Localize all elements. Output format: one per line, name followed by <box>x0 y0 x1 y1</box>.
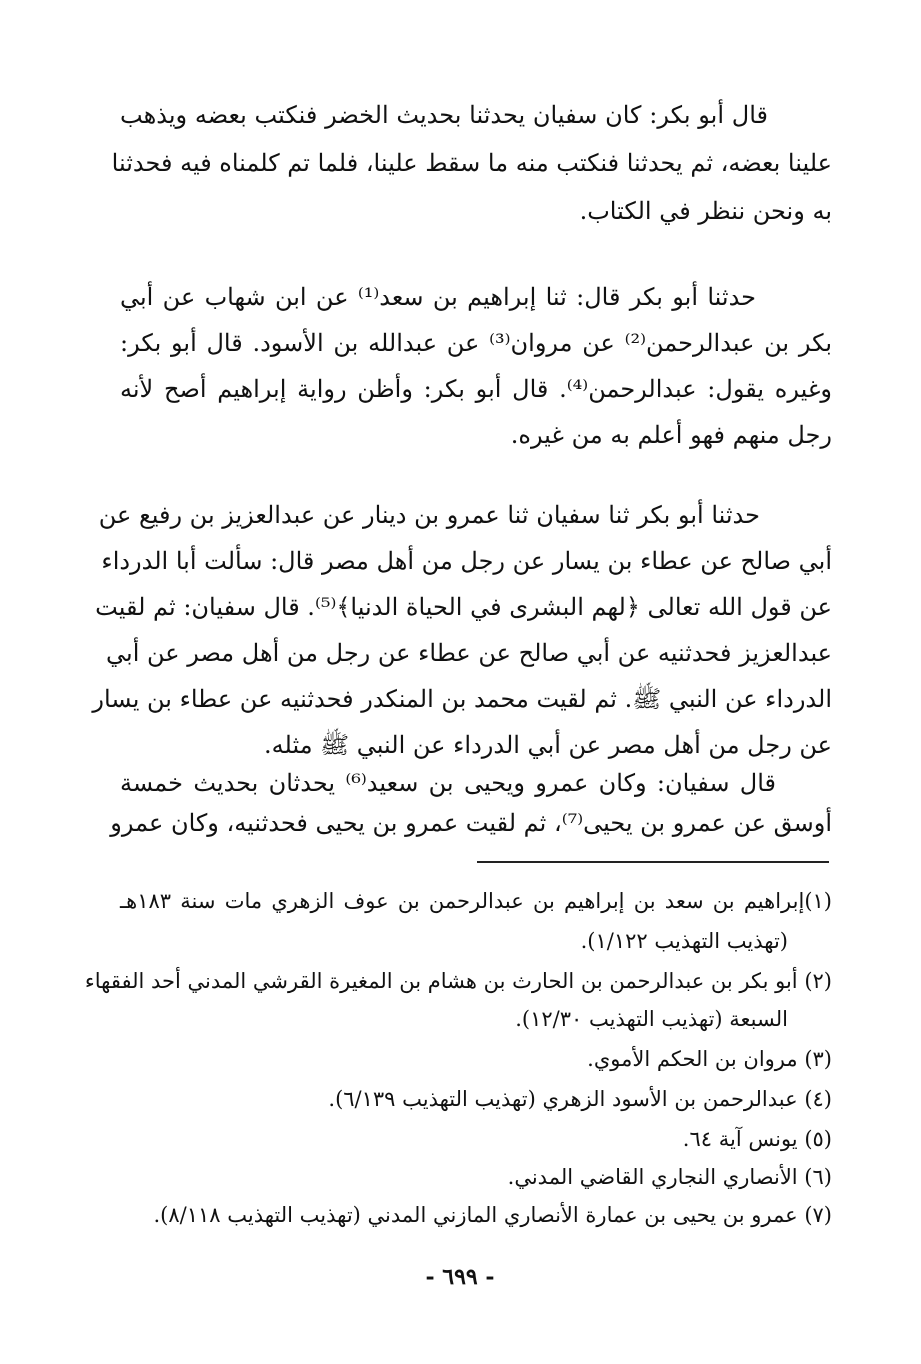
text-line: بكر بن عبدالرحمن⁽²⁾ عن مروان⁽³⁾ عن عبدالله بن الأسود. قال أبو بكر: <box>120 329 832 357</box>
text-line: حدثنا أبو بكر ثنا سفيان ثنا عمرو بن دينار عن عبدالعزيز بن رفيع عن <box>98 501 760 529</box>
text-line: حدثنا أبو بكر قال: ثنا إبراهيم بن سعد⁽¹⁾ عن ابن شهاب عن أبي <box>120 283 757 311</box>
text-line: عن رجل من أهل مصر عن أبي الدرداء عن النبي ﷺ مثله. <box>264 731 832 759</box>
text-line: رجل منهم فهو أعلم به من غيره. <box>510 421 832 449</box>
footnote-line: (تهذيب التهذيب ١/١٢٢). <box>580 929 788 953</box>
footnote-line: (١)إبراهيم بن سعد بن إبراهيم بن عبدالرحمن بن عوف الزهري مات سنة ١٨٣هـ <box>120 889 832 913</box>
footnote-line: (٢) أبو بكر بن عبدالرحمن بن الحارث بن هشام بن المغيرة القرشي المدني أحد الفقهاء <box>84 969 832 993</box>
footnote-line: السبعة (تهذيب التهذيب ١٢/٣٠). <box>515 1007 788 1031</box>
text-line: قال أبو بكر: كان سفيان يحدثنا بحديث الخضر فنكتب بعضه ويذهب <box>120 101 768 129</box>
text-line: الدرداء عن النبي ﷺ. ثم لقيت محمد بن المنكدر فحدثنيه عن عطاء بن يسار <box>92 685 832 713</box>
text-line: عبدالعزيز فحدثنيه عن أبي صالح عن عطاء عن رجل من أهل مصر عن أبي <box>106 639 832 667</box>
footnote-separator <box>477 861 829 863</box>
text-line: قال سفيان: وكان عمرو ويحيى بن سعيد⁽⁶⁾ يحدثان بحديث خمسة <box>120 769 776 797</box>
footnote-line: (٥) يونس آية ٦٤. <box>682 1127 832 1151</box>
text-line: عن قول الله تعالى ﴿لهم البشرى في الحياة الدنيا﴾⁽⁵⁾. قال سفيان: ثم لقيت <box>95 593 832 621</box>
footnote-line: (٦) الأنصاري النجاري القاضي المدني. <box>507 1165 832 1189</box>
text-line: أبي صالح عن عطاء بن يسار عن رجل من أهل مصر قال: سألت أبا الدرداء <box>101 547 832 575</box>
footnote-line: (٧) عمرو بن يحيى بن عمارة الأنصاري المازني المدني (تهذيب التهذيب ٨/١١٨). <box>153 1203 832 1227</box>
text-line: به ونحن ننظر في الكتاب. <box>579 197 832 225</box>
footnote-line: (٤) عبدالرحمن بن الأسود الزهري (تهذيب التهذيب ٦/١٣٩). <box>328 1087 832 1111</box>
text-line: وغيره يقول: عبدالرحمن⁽⁴⁾. قال أبو بكر: وأظن رواية إبراهيم أصح لأنه <box>120 375 832 403</box>
page-number: - ٦٩٩ - <box>425 1264 495 1290</box>
footnote-line: (٣) مروان بن الحكم الأموي. <box>587 1047 832 1071</box>
text-line: علينا بعضه، ثم يحدثنا فنكتب منه ما سقط علينا، فلما تم كلمناه فيه فحدثنا <box>111 149 832 177</box>
text-line: أوسق عن عمرو بن يحيى⁽⁷⁾، ثم لقيت عمرو بن يحيى فحدثنيه، وكان عمرو <box>110 809 832 837</box>
